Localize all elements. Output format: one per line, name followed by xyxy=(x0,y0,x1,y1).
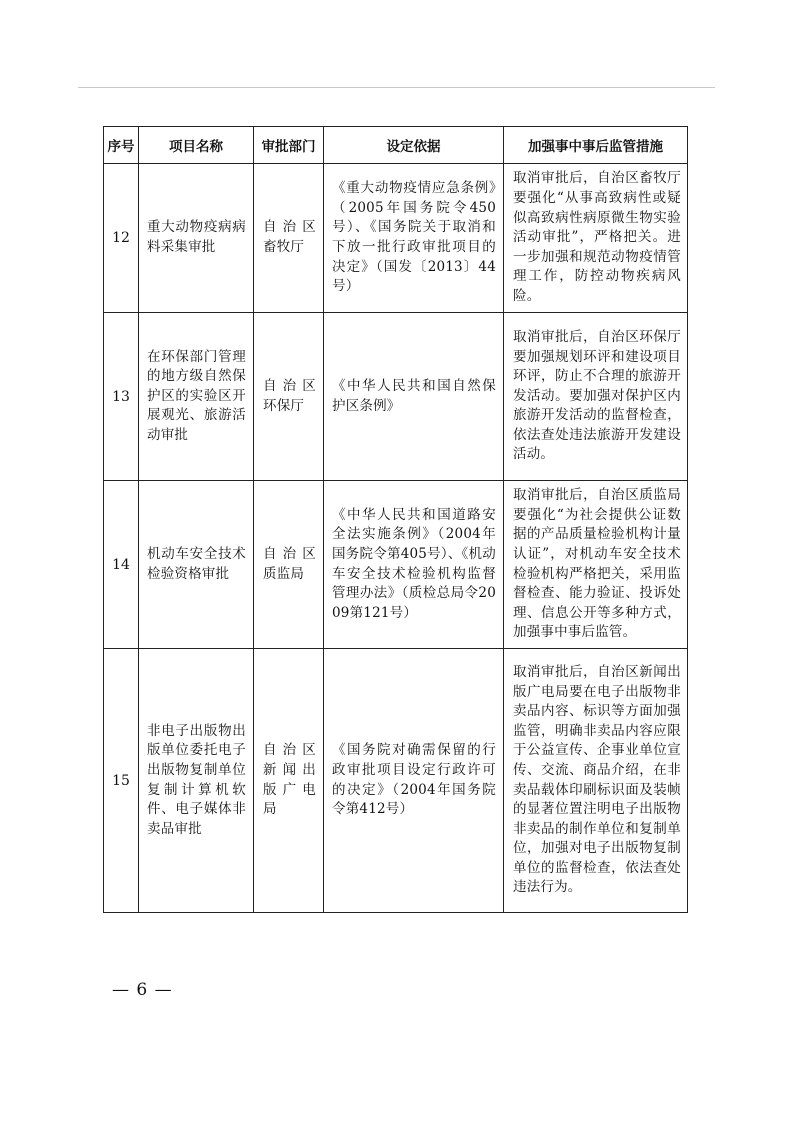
table-row xyxy=(104,313,688,481)
row-legal-basis: 《重大动物疫情应急条例》（2005年国务院令450号）、《国务院关于取消和下放一批行政审批项目的决定》（国发〔2013〕44号） xyxy=(332,180,496,295)
row-item-name: 机动车安全技术检验资格审批 xyxy=(147,545,246,582)
row-seq: 13 xyxy=(104,313,139,481)
row-item-name: 重大动物疫病病料采集审批 xyxy=(147,219,246,255)
table-header-row xyxy=(104,127,688,164)
row-measures: 取消审批后，自治区新闻出版广电局要在电子出版物非卖品内容、标识等方面加强监管，明确非卖品内容应限于公益宣传、企事业单位宣传、交流、商品介绍，在非卖品载体印刷标识面及装帧的显著位置注明电子出版物非卖品的制作单位和复制单位，加强对电子出版物复制单位的监督检查，依法查处违法行为。 xyxy=(513,663,681,896)
header-seq: 序号 xyxy=(104,127,139,164)
header-rule xyxy=(78,87,715,88)
row-item-name: 非电子出版物出版单位委托电子出版物复制单位复制计算机软件、电子媒体非卖品审批 xyxy=(147,722,246,837)
page-number: — 6 — xyxy=(112,980,173,1000)
table-row xyxy=(104,649,688,913)
table-row xyxy=(104,481,688,649)
row-department: 自治区畜牧厅 xyxy=(263,219,316,255)
row-department: 自治区新闻出版广电局 xyxy=(263,742,316,818)
row-seq: 14 xyxy=(104,481,139,649)
table-row xyxy=(104,164,688,313)
header-measures: 加强事中事后监管措施 xyxy=(504,127,688,164)
header-basis: 设定依据 xyxy=(324,127,504,164)
row-seq: 15 xyxy=(104,649,139,913)
row-measures: 取消审批后，自治区畜牧厅要强化“从事高致病性或疑似高致病性病原微生物实验活动审批”，严格把关。进一步加强和规范动物疫情管理工作，防控动物疾病风险。 xyxy=(513,170,681,304)
row-item-name: 在环保部门管理的地方级自然保护区的实验区开展观光、旅游活动审批 xyxy=(147,348,246,443)
row-department: 自治区环保厅 xyxy=(263,377,316,414)
row-measures: 取消审批后，自治区质监局要强化“为社会提供公证数据的产品质量检验机构计量认证”，对机动车安全技术检验机构严格把关，采用监督检查、能力验证、投诉处理、信息公开等多种方式，加强事中事后监管。 xyxy=(513,487,681,641)
header-dept: 审批部门 xyxy=(254,127,324,164)
row-seq: 12 xyxy=(104,164,139,313)
row-legal-basis: 《国务院对确需保留的行政审批项目设定行政许可的决定》（2004年国务院令第412号） xyxy=(332,742,496,818)
row-department: 自治区质监局 xyxy=(263,545,316,582)
row-legal-basis: 《中华人民共和国道路安全法实施条例》（2004年国务院令第405号）、《机动车安全技术检验机构监督管理办法》（质检总局令2009第121号） xyxy=(332,506,496,621)
approval-items-table xyxy=(103,126,688,913)
row-measures: 取消审批后，自治区环保厅要加强规划环评和建设项目环评，防止不合理的旅游开发活动。要加强对保护区内旅游开发活动的监督检查，依法查处违法旅游开发建设活动。 xyxy=(513,328,681,463)
header-name: 项目名称 xyxy=(139,127,254,164)
row-legal-basis: 《中华人民共和国自然保护区条例》 xyxy=(332,377,496,414)
